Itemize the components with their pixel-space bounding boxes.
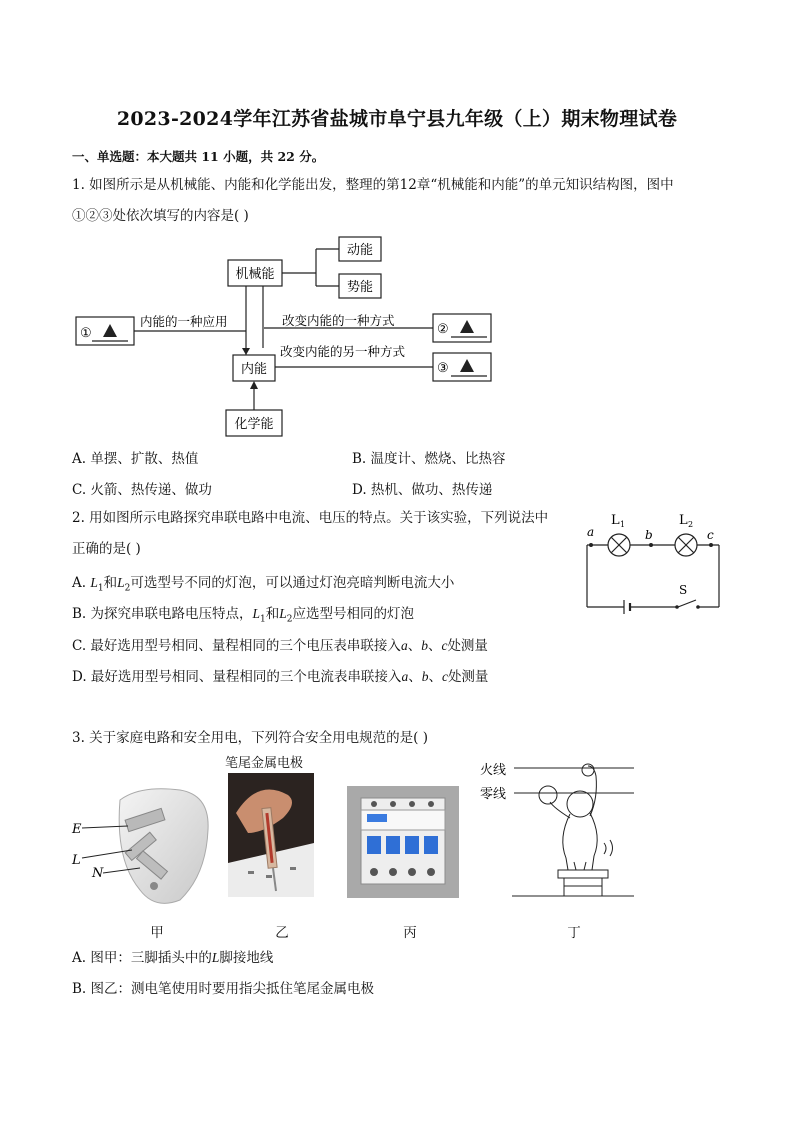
live-wire-label: 火线 [480, 763, 507, 778]
circuit-l1-sub: 1 [620, 520, 626, 529]
plug-label-n: N [92, 866, 104, 881]
diagram-shineng: 势能 [346, 280, 374, 295]
diagram-box1-label: ① [80, 326, 92, 341]
q2-option-b: B. 为探究串联电路电压特点，$L_1$和$L_2$应选型号相同的灯泡 [72, 606, 415, 625]
q2-stem-line2: 正确的是( ) [72, 541, 141, 557]
q2-option-d: D. 最好选用型号相同、量程相同的三个电流表串联接入a、b、c处测量 [72, 669, 489, 685]
plug-label-e: E [72, 822, 82, 837]
three-pin-plug-image [70, 780, 220, 910]
diagram-jixieneng: 机械能 [235, 267, 275, 282]
caption-ding: 丁 [567, 925, 581, 941]
q2-option-c: C. 最好选用型号相同、量程相同的三个电压表串联接入a、b、c处测量 [72, 638, 488, 654]
blank-triangle-1 [103, 324, 117, 337]
circuit-switch-label: S [679, 583, 688, 597]
q3-stem: 3. 关于家庭电路和安全用电，下列符合安全用电规范的是( ) [72, 730, 428, 746]
diagram-neineng: 内能 [240, 362, 268, 377]
section-heading: 一、单选题：本大题共 11 小题，共 22 分。 [72, 149, 325, 164]
test-pen-photo [228, 773, 314, 897]
circuit-breaker-photo [347, 786, 459, 898]
diagram-label-change2: 改变内能的另一种方式 [280, 344, 406, 359]
q3-option-a: A. 图甲：三脚插头中的L脚接地线 [72, 950, 274, 966]
circuit-l2-sub: 2 [688, 520, 694, 529]
diagram-dongneng: 动能 [346, 243, 374, 258]
diagram-label-use: 内能的一种应用 [140, 314, 228, 329]
circuit-point-a: a [587, 525, 595, 539]
q3-option-b: B. 图乙：测电笔使用时要用指尖抵住笔尾金属电极 [72, 981, 375, 997]
pen-electrode-label: 笔尾金属电极 [225, 756, 304, 771]
caption-yi: 乙 [275, 925, 289, 941]
knowledge-structure-diagram [70, 232, 500, 442]
circuit-l2-label: L [679, 513, 688, 528]
q2-stem-line1: 2. 用如图所示电路探究串联电路中电流、电压的特点。关于该实验，下列说法中 [72, 510, 549, 526]
switch-lever [678, 600, 696, 607]
circuit-l1-label: L [611, 513, 620, 528]
circuit-point-b: b [645, 528, 653, 542]
page-title: 2023-2024学年江苏省盐城市阜宁县九年级（上）期末物理试卷 [116, 108, 678, 130]
q1-option-c: C. 火箭、热传递、做功 [72, 482, 212, 498]
neutral-wire-label: 零线 [480, 787, 507, 802]
series-circuit-diagram [578, 508, 728, 618]
q1-stem-line2: ①②③处依次填写的内容是( ) [72, 208, 249, 224]
person-touching-wires-drawing [478, 758, 638, 900]
q1-option-b: B. 温度计、燃烧、比热容 [352, 451, 506, 467]
q2-option-a: A. $L_1$和$L_2$可选型号不同的灯泡，可以通过灯泡亮暗判断电流大小 [72, 575, 455, 594]
diagram-box2-label: ② [437, 322, 449, 337]
q1-stem-line1: 1. 如图所示是从机械能、内能和化学能出发，整理的第12章“机械能和内能”的单元知识结构图，图中 [72, 177, 674, 193]
q1-option-d: D. 热机、做功、热传递 [352, 482, 493, 498]
plug-label-l: L [72, 853, 81, 868]
diagram-box3-label: ③ [437, 361, 449, 376]
circuit-point-c: c [707, 528, 714, 542]
diagram-huaxueneng: 化学能 [234, 417, 274, 432]
caption-bing: 丙 [403, 925, 417, 941]
diagram-label-change1: 改变内能的一种方式 [282, 313, 395, 328]
q1-option-a: A. 单摆、扩散、热值 [72, 451, 199, 467]
caption-jia: 甲 [150, 925, 164, 941]
